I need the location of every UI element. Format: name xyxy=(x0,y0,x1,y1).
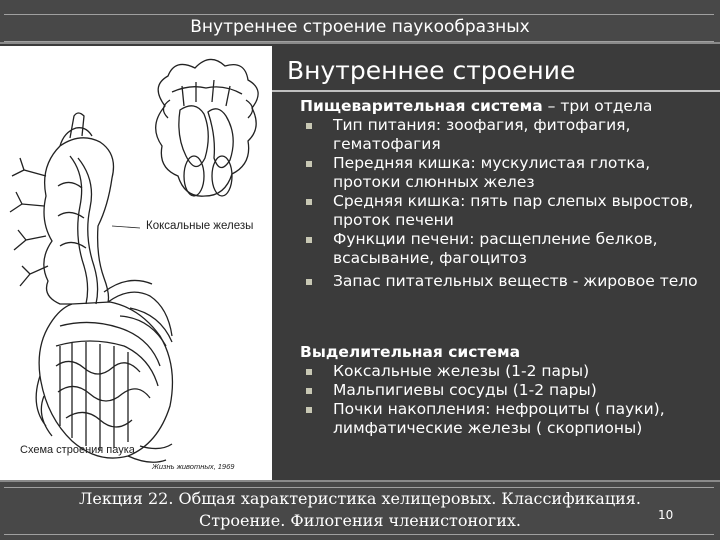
digestive-list xyxy=(300,116,720,291)
digestive-heading-rest: – три отдела xyxy=(542,97,653,115)
bullet-square-icon xyxy=(306,123,312,129)
slide-title: Внутреннее строение xyxy=(287,56,576,85)
list-item: Почки накопления: нефроциты ( пауки), лимфатические железы ( скорпионы) xyxy=(300,400,720,438)
figure-source: Жизнь животных, 1969 xyxy=(152,462,235,471)
title-divider xyxy=(272,90,720,92)
list-item: Тип питания: зоофагия, фитофагия, гематофагия xyxy=(300,116,720,154)
list-item: Средняя кишка: пять пар слепых выростов, проток печени xyxy=(300,192,720,230)
page-number: 10 xyxy=(658,508,674,522)
bullet-square-icon xyxy=(306,237,312,243)
digestive-section xyxy=(300,97,720,291)
bullet-square-icon xyxy=(306,199,312,205)
bullet-square-icon xyxy=(306,161,312,167)
spider-anatomy-drawing xyxy=(0,46,272,480)
bullet-square-icon xyxy=(306,279,312,285)
footer-line-1: Лекция 22. Общая характеристика хелицеровых. Классификация. xyxy=(79,489,641,508)
list-item: Мальпигиевы сосуды (1-2 пары) xyxy=(300,381,720,400)
excretory-list xyxy=(300,362,720,438)
list-item: Коксальные железы (1-2 пары) xyxy=(300,362,720,381)
spider-anatomy-figure xyxy=(0,46,272,480)
header-title: Внутреннее строение паукообразных xyxy=(190,17,530,37)
footer-line-2: Строение. Филогения членистоногих. xyxy=(199,511,521,530)
list-item: Передняя кишка: мускулистая глотка, протоки слюнных желез xyxy=(300,154,720,192)
bullet-square-icon xyxy=(306,388,312,394)
excretory-section xyxy=(300,343,720,438)
figure-caption: Схема строения паука xyxy=(20,444,135,456)
bullet-square-icon xyxy=(306,369,312,375)
label-coxal-glands: Коксальные железы xyxy=(146,220,254,232)
bullet-square-icon xyxy=(306,407,312,413)
list-item: Запас питательных веществ - жировое тело xyxy=(300,272,720,291)
digestive-heading-bold: Пищеварительная система xyxy=(300,97,543,115)
digestive-heading xyxy=(300,97,720,116)
list-item: Функции печени: расщепление белков, всасывание, фагоцитоз xyxy=(300,230,720,268)
excretory-heading: Выделительная система xyxy=(300,343,521,361)
footer-lecture-title xyxy=(60,488,660,532)
